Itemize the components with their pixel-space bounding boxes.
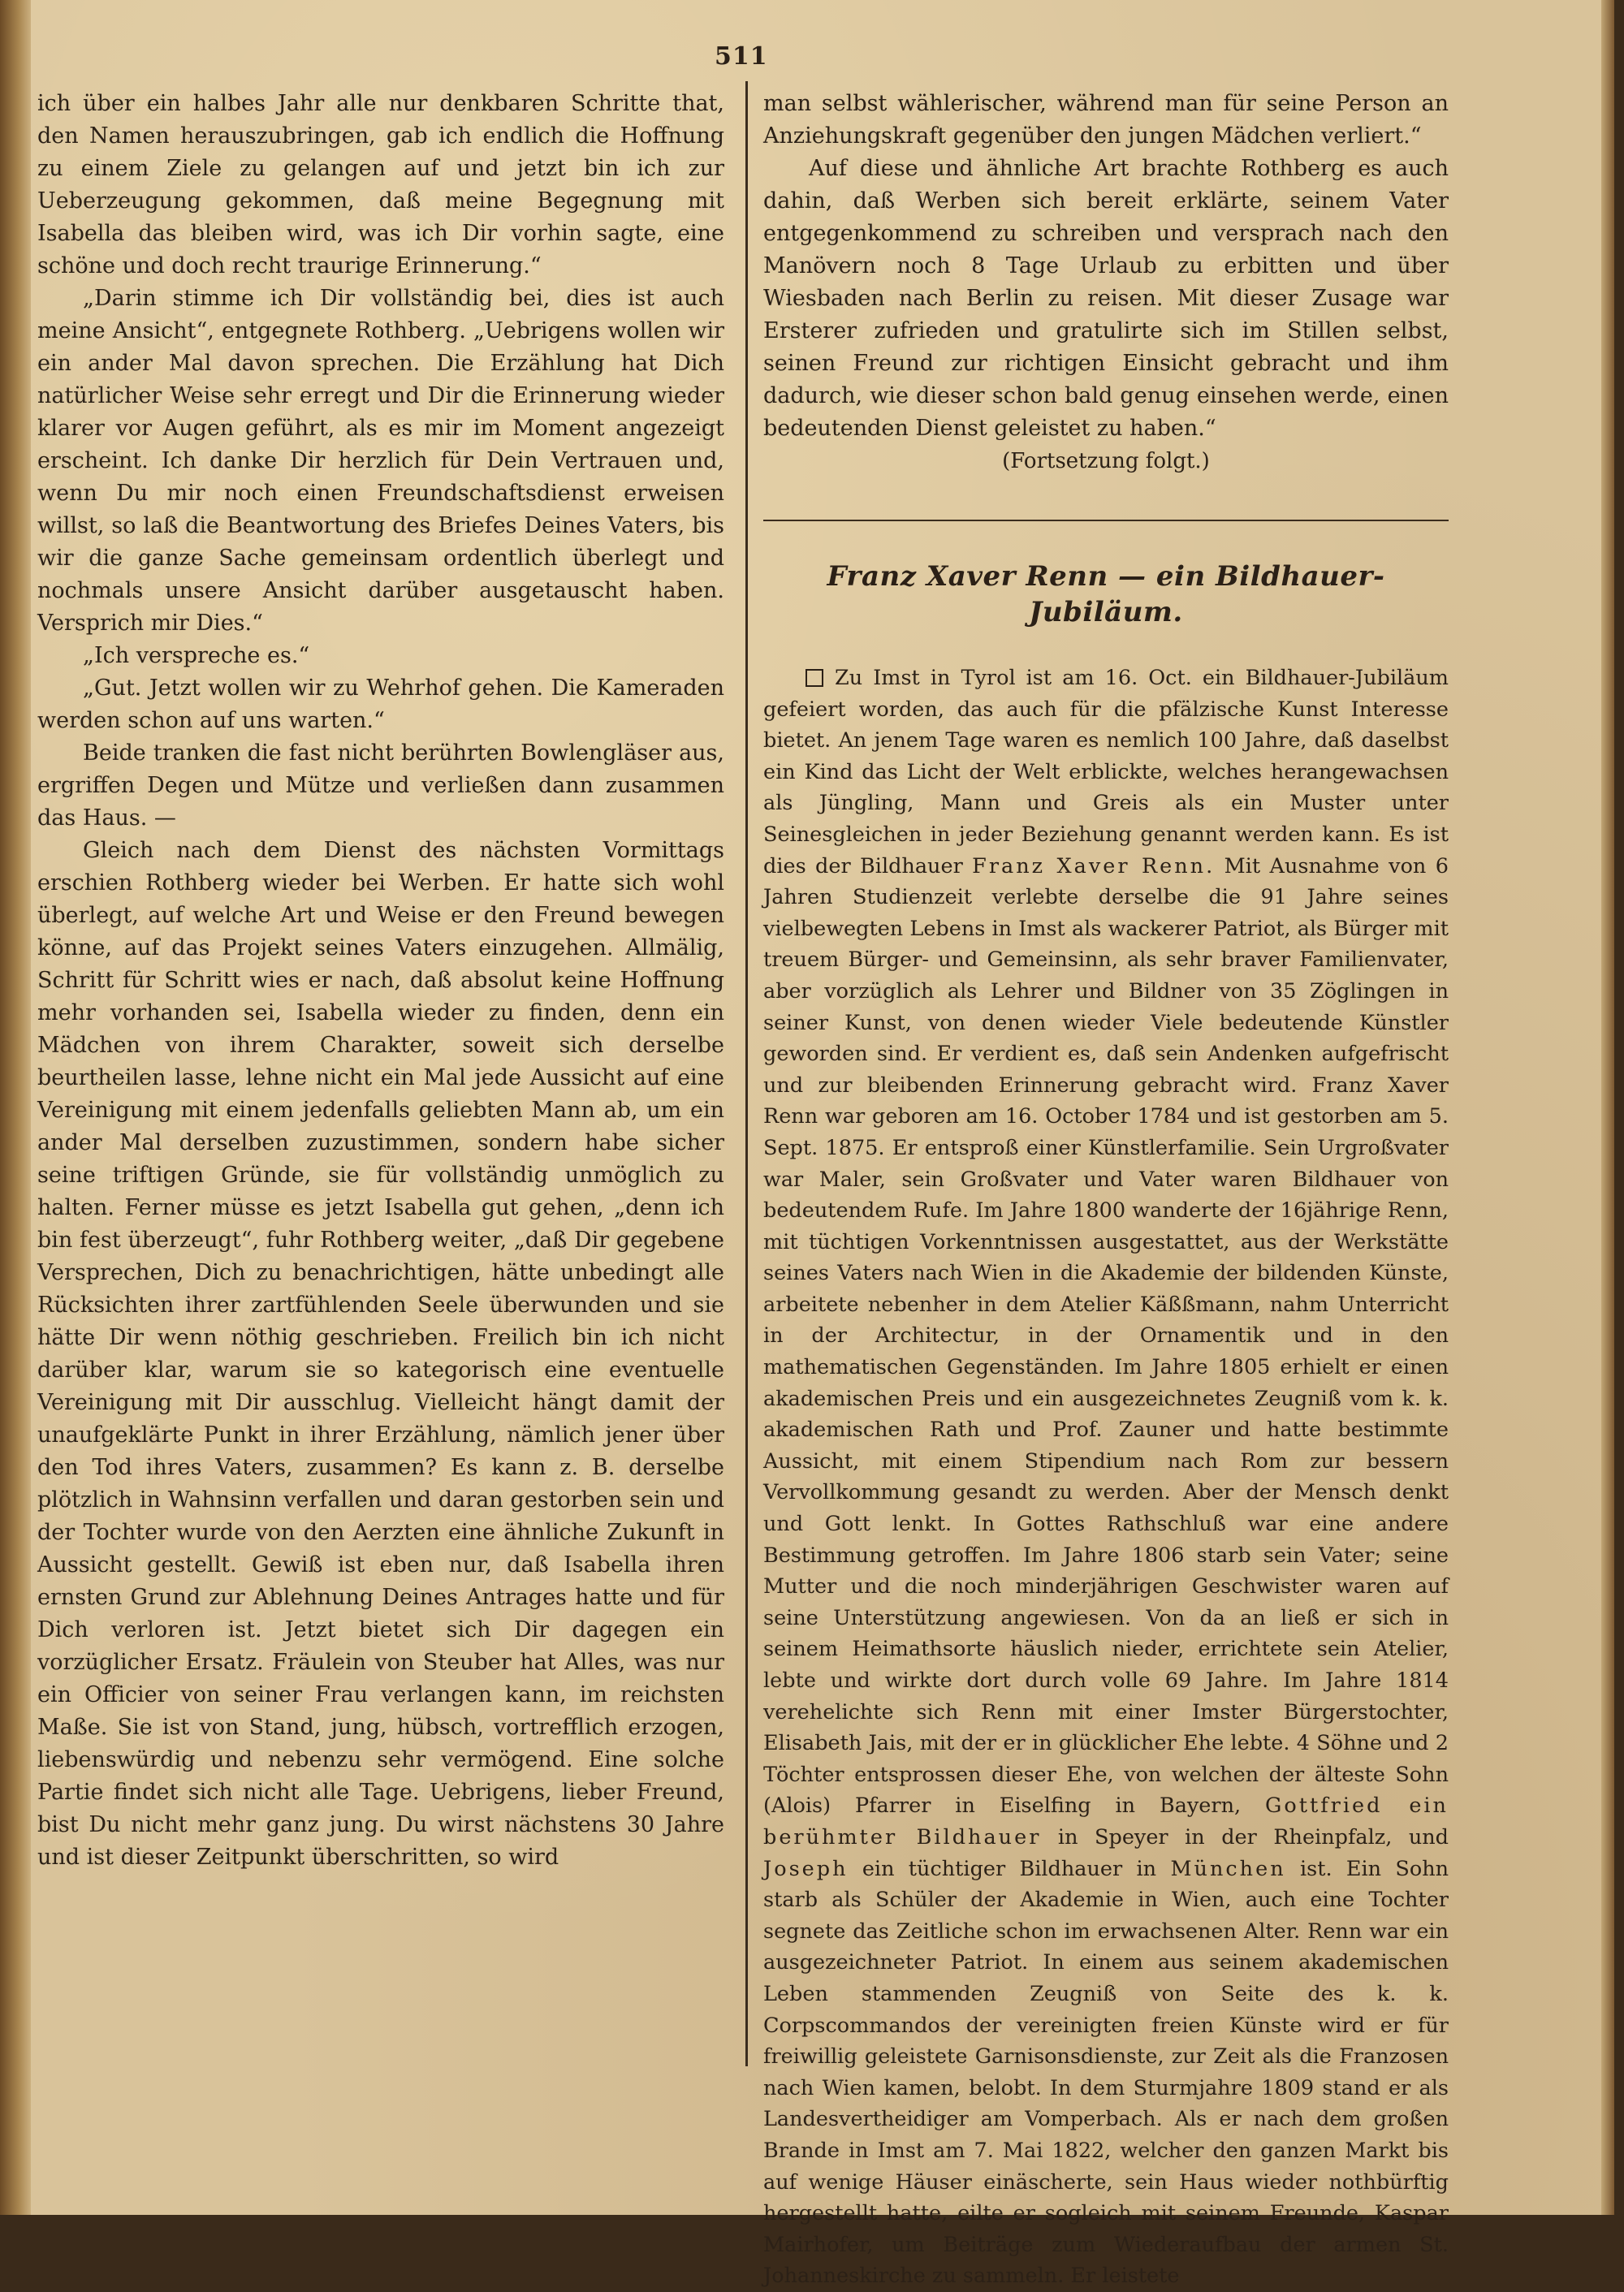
story-paragraph: „Ich verspreche es.“ — [83, 643, 310, 668]
article-body — [763, 663, 1449, 2292]
article-title: Franz Xaver Renn — ein Bildhauer-Jubiläum. — [827, 560, 1385, 628]
right-column — [763, 88, 1449, 2292]
article-name-spaced: Franz Xaver Renn. — [972, 853, 1216, 878]
column-divider — [745, 81, 748, 2066]
left-column — [37, 88, 724, 1874]
page-right-edge — [1601, 0, 1614, 2215]
article-name-spaced: München — [1170, 1856, 1286, 1881]
story-paragraph: man selbst wählerischer, während man für seine Person an Anziehungskraft gegenüber den jungen Mädchen verliert.“ — [763, 91, 1449, 149]
article-name-spaced: Joseph — [763, 1856, 849, 1881]
continuation-note: (Fortsetzung folgt.) — [1002, 449, 1210, 473]
story-paragraph: Beide tranken die fast nicht berührten Bowlengläser aus, ergriffen Degen und Mütze und verließen dann zusammen das Haus. — — [37, 740, 724, 831]
story-paragraph: Auf diese und ähnliche Art brachte Rothberg es auch dahin, daß Werben sich bereit erklärte, seinem Vater entgegenkommend zu schreiben und versprach nach den Manövern noch 8 Tage Urlaub zu erbitten und über Wiesbaden nach Berlin zu reisen. Mit dieser Zusage war Ersterer zufrieden und gratulirte sich im Stillen selbst, seinen Freund zur richtigen Einsicht gebracht und ihm dadurch, wie dieser schon bald genug einsehen werde, einen bedeutenden Dienst geleistet zu haben.“ — [763, 156, 1449, 441]
page-number: 511 — [715, 42, 768, 71]
story-paragraph: „Darin stimme ich Dir vollständig bei, dies ist auch meine Ansicht“, entgegnete Rothberg. „Uebrigens wollen wir ein ander Mal davon sprechen. Die Erzählung hat Dich natürlicher Weise sehr erregt und Dir die Erinnerung wieder klarer vor Augen geführt, als es mir im Moment angezeigt erscheint. Ich danke Dir herzlich für Dein Vertrauen und, wenn Du mir noch einen Freundschaftsdienst erweisen willst, so laß die Beantwortung des Briefes Deines Vaters, bis wir die ganze Sache gemeinsam ordentlich überlegt und nochmals unsere Ansicht darüber ausgetauscht haben. Versprich mir Dies.“ — [37, 286, 724, 636]
article-text: in Speyer in der Rheinpfalz, und — [1057, 1824, 1449, 1850]
article-text: Zu Imst in Tyrol ist am 16. Oct. ein Bildhauer-Jubiläum gefeiert worden, das auch für die pfälzische Kunst Interesse bietet. An jenem Tage waren es nemlich 100 Jahre, daß daselbst ein Kind das Licht der Welt erblickte, welches herangewachsen als Jüngling, Mann und Greis als ein Muster unter Seinesgleichen in jeder Beziehung genannt werden kann. Es ist dies der Bildhauer — [763, 666, 1449, 878]
article-separator — [763, 520, 1449, 521]
story-paragraph: „Gut. Jetzt wollen wir zu Wehrhof gehen. Die Kameraden werden schon auf uns warten.“ — [37, 676, 724, 733]
story-paragraph: ich über ein halbes Jahr alle nur denkbaren Schritte that, den Namen herauszubringen, gab ich endlich die Hoffnung zu einem Ziele zu gelangen auf und jetzt bin ich zur Ueberzeugung gekommen, daß meine Begegnung mit Isabella das bleiben wird, was ich Dir vorhin sagte, eine schöne und doch recht traurige Erinnerung.“ — [37, 91, 724, 278]
article-name-spaced: Gottfried ein berühmter Bildhauer — [763, 1793, 1449, 1850]
article-text: ist. Ein Sohn starb als Schüler der Akademie in Wien, auch eine Tochter segnete das Zeitliche schon im erwachsenen Alter. Renn war ein ausgezeichneter Patriot. In einem aus seinem akademischen Leben stammenden Zeugniß von Seite des k. k. Corpscommandos der vereinigten freien Künste wird er für freiwillig geleistete Garnisonsdienste, zur Zeit als die Franzosen nach Wien kamen, belobt. In dem Sturmjahre 1809 stand er als Landesvertheidiger am Vomperbach. Als er nach dem großen Brande in Imst am 7. Mai 1822, welcher den ganzen Markt bis auf wenige Häuser einäscherte, sein Haus wieder nothbürftig hergestellt hatte, eilte er sogleich mit seinem Freunde, Kaspar Mairhofer, um Beiträge zum Wiederaufbau der armen St. Johanneskirche zu sammeln. Er leistete — [763, 1856, 1449, 2289]
article-text: ein tüchtiger Bildhauer in — [862, 1856, 1157, 1881]
square-bullet-icon — [806, 669, 823, 687]
story-paragraph: Gleich nach dem Dienst des nächsten Vormittags erschien Rothberg wieder bei Werben. Er hatte sich wohl überlegt, auf welche Art und Weise er den Freund bewegen könne, auf das Projekt seines Vaters einzugehen. Allmälig, Schritt für Schritt wies er nach, daß absolut keine Hoffnung mehr vorhanden sei, Isabella wieder zu finden, denn ein Mädchen von ihrem Charakter, soweit sich derselbe beurtheilen lasse, lehne nicht ein Mal jede Aussicht auf eine Vereinigung mit einem jedenfalls geliebten Mann ab, um ein ander Mal derselben zuzustimmen, sondern habe sicher seine triftigen Gründe, sie für vollständig unmöglich zu halten. Ferner müsse es jetzt Isabella gut gehen, „denn ich bin fest überzeugt“, fuhr Rothberg weiter, „daß Dir gegebene Versprechen, Dich zu benachrichtigen, hätte unbedingt alle Rücksichten ihrer zartfühlenden Seele überwunden und sie hätte Dir wenn nöthig geschrieben. Freilich bin ich nicht darüber klar, warum sie so kategorisch eine eventuelle Vereinigung mit Dir ausschlug. Vielleicht hängt damit der unaufgeklärte Punkt in ihrer Erzählung, nämlich jener über den Tod ihres Vaters, zusammen? Es kann z. B. derselbe plötzlich in Wahnsinn verfallen und daran gestorben sein und der Tochter wurde von den Aerzten eine ähnliche Zukunft in Aussicht gestellt. Gewiß ist eben nur, daß Isabella ihren ernsten Grund zur Ablehnung Deines Antrages hatte und für Dich verloren ist. Jetzt bietet sich Dir dagegen ein vorzüglicher Ersatz. Fräulein von Steuber hat Alles, was nur ein Officier von seiner Frau verlangen kann, im reichsten Maße. Sie ist von Stand, jung, hübsch, vortrefflich erzogen, liebenswürdig und nebenzu sehr vermögend. Eine solche Partie findet sich nicht alle Tage. Uebrigens, lieber Freund, bist Du nicht mehr ganz jung. Du wirst nächstens 30 Jahre und ist dieser Zeitpunkt überschritten, so wird — [37, 838, 724, 1870]
article-text: Mit Ausnahme von 6 Jahren Studienzeit verlebte derselbe die 91 Jahre seines vielbewegten Lebens in Imst als wackerer Patriot, als Bürger mit treuem Bürger- und Gemeinsinn, als sehr braver Familienvater, aber vorzüglich als Lehrer und Bildner von 35 Zöglingen in seiner Kunst, von denen wieder Viele bedeutende Künstler geworden sind. Er verdient es, daß sein Andenken aufgefrischt und zur bleibenden Erinnerung gebracht wird. Franz Xaver Renn war geboren am 16. October 1784 und ist gestorben am 5. Sept. 1875. Er entsproß einer Künstlerfamilie. Sein Urgroßvater war Maler, sein Großvater und Vater waren Bildhauer von bedeutendem Rufe. Im Jahre 1800 wanderte der 16jährige Renn, mit tüchtigen Vorkenntnissen ausgestattet, aus der Werkstätte seines Vaters nach Wien in die Akademie der bildenden Künste, arbeitete nebenher in dem Atelier Käßßmann, nahm Unterricht in der Architectur, in der Ornamentik und in den mathematischen Gegenständen. Im Jahre 1805 erhielt er einen akademischen Preis und ein ausgezeichnetes Zeugniß vom k. k. akademischen Rath und Prof. Zauner und hatte bestimmte Aussicht, mit einem Stipendium nach Rom zur bessern Vervollkommung gesandt zu werden. Aber der Mensch denkt und Gott lenkt. In Gottes Rathschluß war eine andere Bestimmung getroffen. Im Jahre 1806 starb sein Vater; seine Mutter und die noch minderjährigen Geschwister waren auf seine Unterstützung angewiesen. Von da an ließ er sich in seinem Heimathsorte häuslich nieder, errichtete sein Atelier, lebte und wirkte dort durch volle 69 Jahre. Im Jahre 1814 verehelichte sich Renn mit einer Imster Bürgerstochter, Elisabeth Jais, mit der er in glücklicher Ehe lebte. 4 Söhne und 2 Töchter entsprossen dieser Ehe, von welchen der älteste Sohn (Alois) Pfarrer in Eiselfing in Bayern, — [763, 853, 1449, 1819]
page-binding-edge — [0, 0, 31, 2215]
